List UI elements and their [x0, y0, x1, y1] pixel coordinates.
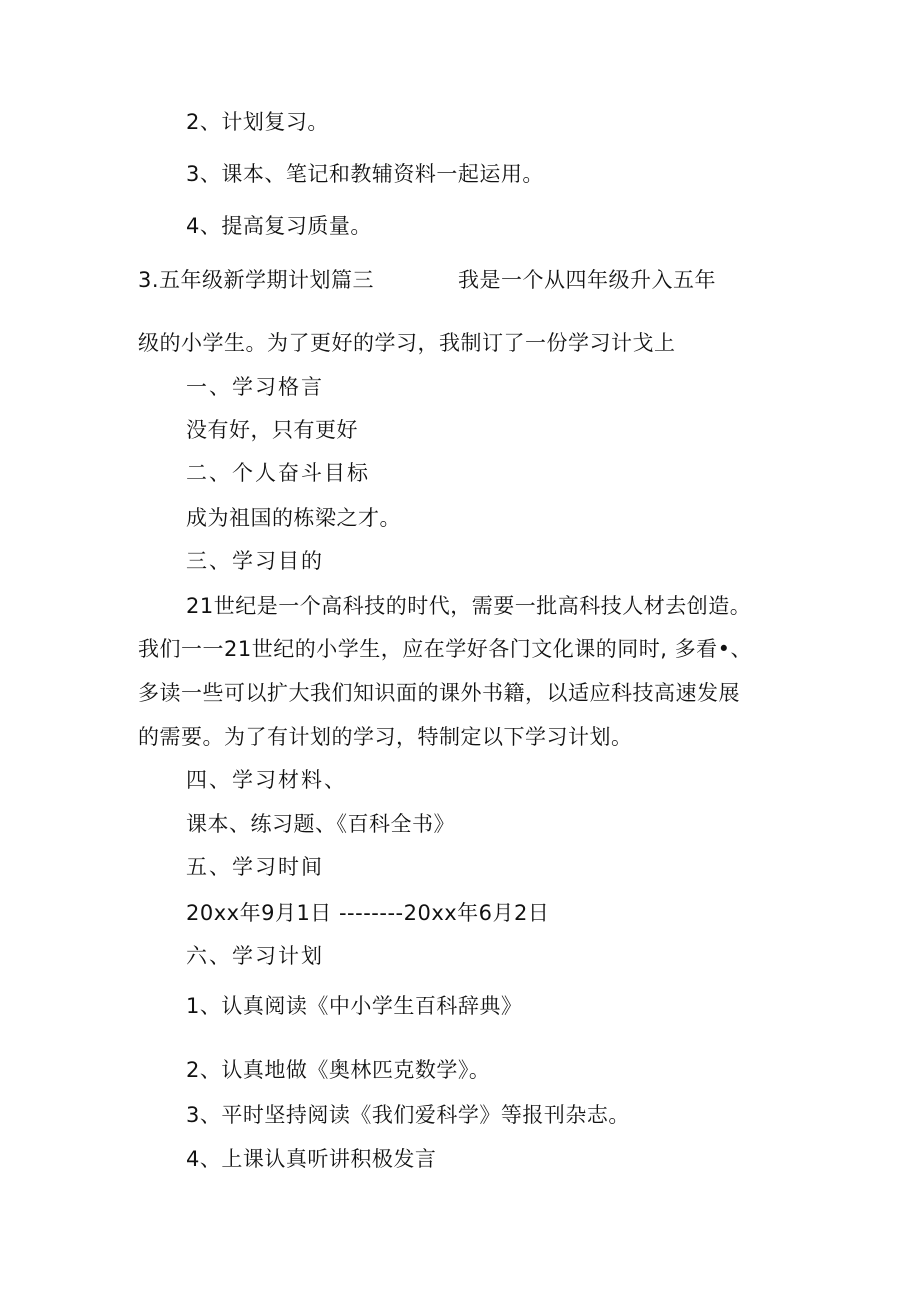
section-heading-line	[138, 266, 716, 294]
intro-text-start: 我是一个从四年级升入五年	[458, 268, 717, 292]
plan-item-1: 1、认真阅读《中小学生百科辞典》	[186, 994, 523, 1018]
purpose-paragraph-line-2: 我们一一21世纪的小学生，应在学好各门文化课的同时, 多看•、	[138, 637, 752, 661]
purpose-paragraph-line-4: 的需要。为了有计划的学习，特制定以下学习计划。	[138, 725, 633, 749]
purpose-paragraph-line-1: 21世纪是一个高科技的时代，需要一批高科技人材去创造。	[186, 594, 752, 618]
motto-text: 没有好，只有更好	[186, 418, 358, 442]
subheading-materials: 四、学习材料、	[186, 768, 347, 792]
review-item-3: 3、课本、笔记和教辅资料一起运用。	[186, 162, 544, 186]
purpose-paragraph-line-3: 多读一些可以扩大我们知识面的课外书籍，以适应科技高速发展	[138, 681, 740, 705]
subheading-motto: 一、学习格言	[186, 375, 324, 399]
review-item-4: 4、提高复习质量。	[186, 214, 372, 238]
review-item-2: 2、计划复习。	[186, 110, 329, 134]
goal-text: 成为祖国的栋梁之才。	[186, 506, 401, 530]
section-heading: 3.五年级新学期计划篇三	[138, 268, 375, 292]
subheading-plan: 六、学习计划	[186, 944, 324, 968]
intro-text-continued: 级的小学生。为了更好的学习，我制订了一份学习计戈上	[138, 331, 676, 355]
plan-item-2: 2、认真地做《奥林匹克数学》。	[186, 1058, 491, 1082]
plan-item-3: 3、平时坚持阅读《我们爱科学》等报刊杂志。	[186, 1103, 630, 1127]
materials-text: 课本、练习题、《百科全书》	[186, 812, 455, 836]
subheading-purpose: 三、学习目的	[186, 549, 324, 573]
subheading-goal: 二、个人奋斗目标	[186, 461, 370, 485]
subheading-time: 五、学习时间	[186, 855, 324, 879]
plan-item-4: 4、上课认真听讲积极发言	[186, 1147, 437, 1171]
time-range-text: 20xx年9月1日 --------20xx年6月2日	[186, 901, 550, 925]
